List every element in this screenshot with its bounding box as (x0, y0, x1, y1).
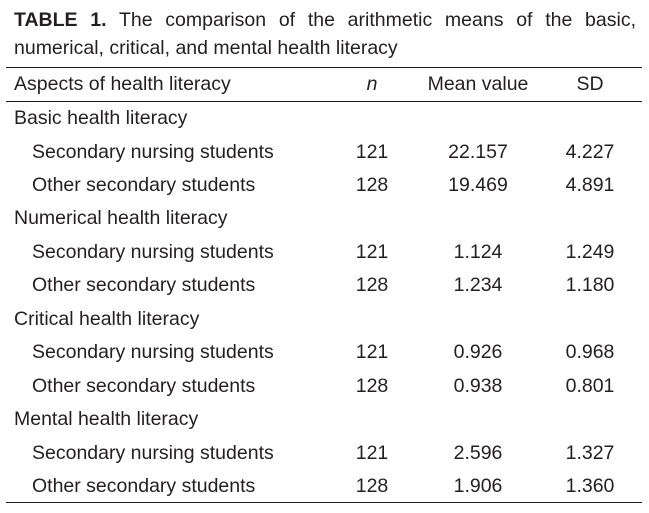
row-n: 128 (355, 475, 389, 497)
row-label: Secondary nursing students (32, 141, 274, 163)
row-mean: 0.926 (453, 341, 503, 363)
row-label: Other secondary students (32, 475, 256, 497)
group-heading-row (0, 102, 649, 135)
table-row (0, 470, 649, 503)
row-n: 128 (355, 174, 389, 196)
row-n: 128 (355, 274, 389, 296)
table-row (0, 336, 649, 369)
row-label: Secondary nursing students (32, 341, 274, 363)
table-row (0, 236, 649, 269)
row-sd: 1.249 (565, 241, 615, 263)
group-heading: Numerical health literacy (14, 207, 228, 229)
row-n: 121 (355, 442, 389, 464)
group-heading-row (0, 202, 649, 235)
header-sd: SD (576, 73, 604, 95)
header-mean-value: Mean value (427, 73, 529, 95)
row-label: Other secondary students (32, 375, 256, 397)
row-mean: 1.906 (453, 475, 503, 497)
row-mean: 0.938 (453, 375, 503, 397)
row-mean: 2.596 (453, 442, 503, 464)
table-row (0, 437, 649, 470)
group-heading: Mental health literacy (14, 408, 199, 430)
row-sd: 0.801 (565, 375, 615, 397)
row-label: Secondary nursing students (32, 241, 274, 263)
row-label: Other secondary students (32, 174, 256, 196)
row-sd: 4.227 (565, 141, 615, 163)
row-sd: 1.360 (565, 475, 615, 497)
table-row (0, 269, 649, 302)
table-row (0, 136, 649, 169)
row-mean: 1.124 (453, 241, 503, 263)
table-caption-text: The comparison of the arithmetic means of the basic, numerical, critical, and mental health literacy (14, 9, 636, 59)
group-heading-row (0, 403, 649, 436)
row-n: 121 (355, 241, 389, 263)
group-heading: Basic health literacy (14, 107, 188, 129)
row-mean: 19.469 (448, 174, 508, 196)
row-label: Other secondary students (32, 274, 256, 296)
row-sd: 0.968 (565, 341, 615, 363)
row-label: Secondary nursing students (32, 442, 274, 464)
table-bottom-rule (6, 502, 642, 503)
table-row (0, 370, 649, 403)
table-caption-label: TABLE 1. (14, 9, 107, 31)
table-row (0, 169, 649, 202)
row-sd: 1.180 (565, 274, 615, 296)
row-sd: 1.327 (565, 442, 615, 464)
row-mean: 1.234 (453, 274, 503, 296)
row-sd: 4.891 (565, 174, 615, 196)
table-caption (14, 6, 636, 62)
table-header-row (0, 68, 649, 101)
row-mean: 22.157 (448, 141, 508, 163)
row-n: 128 (355, 375, 389, 397)
header-aspects: Aspects of health literacy (14, 73, 231, 95)
group-heading-row (0, 303, 649, 336)
row-n: 121 (355, 341, 389, 363)
group-heading: Critical health literacy (14, 308, 200, 330)
header-n: n (366, 73, 378, 95)
row-n: 121 (355, 141, 389, 163)
